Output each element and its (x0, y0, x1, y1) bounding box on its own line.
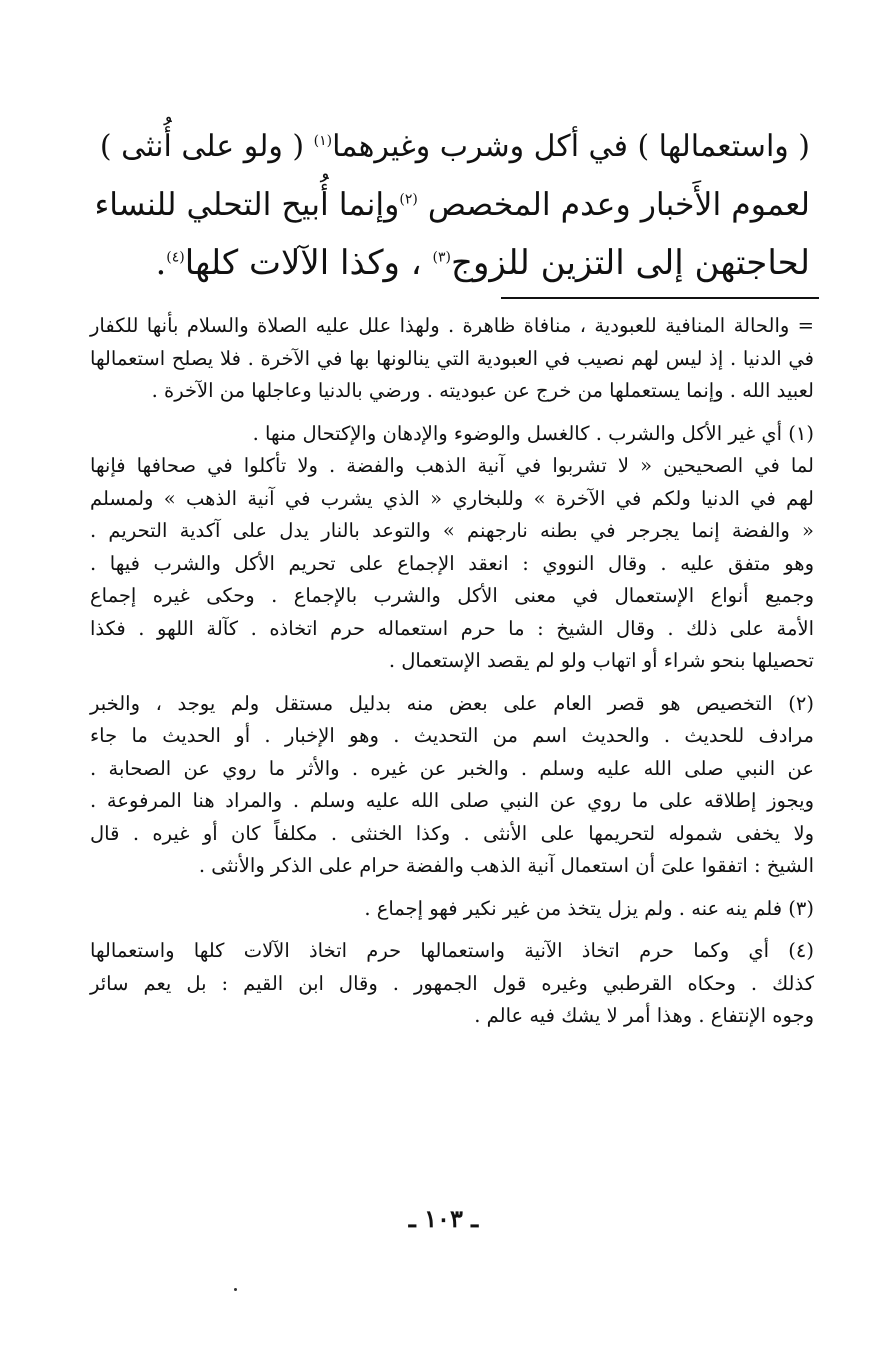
footnote-1 (90, 418, 814, 678)
footnote-line: ولا يخفى شموله لتحريمها على الأنثى . وكذا الخنثى . مكلفاً كان أو غيره . قال (90, 821, 814, 845)
footnote-line: (٤) أي وكما حرم اتخاذ الآنية واستعمالها حرم اتخاذ الآلات كلها واستعمالها (90, 939, 814, 962)
main-text-line-2 (90, 176, 810, 234)
footnote-2 (90, 688, 814, 883)
footnote-line: وهو متفق عليه . وقال النووي : انعقد الإجماع على تحريم الأكل والشرب فيها . (90, 551, 814, 575)
main-text-segment: ( واستعمالها ) في أكل وشرب وغيرهما (332, 129, 810, 164)
footnote-mark-3: (٣) (432, 249, 452, 266)
main-text-line-1 (90, 118, 810, 176)
main-text-segment: . (155, 243, 167, 283)
footnote-line: تحصيلها بنحو شراء أو اتهاب ولو لم يقصد الإستعمال . (388, 649, 814, 672)
footnote-line: كذلك . وحكاه القرطبي وغيره قول الجمهور . وقال ابن القيم : بل يعم سائر (90, 971, 814, 995)
footnote-mark-1: (١) (313, 133, 333, 149)
scan-speck (234, 1288, 237, 1291)
main-text-segment: ( ولو على أُنثى ) (99, 129, 305, 164)
footnote-line: مرادف للحديث . والحديث اسم من التحديث . وهو الإخبار . أو الحديث ما جاء (90, 724, 814, 747)
footnote-line: = والحالة المنافية للعبودية ، منافاة ظاهرة . ولهذا علل عليه الصلاة والسلام بأنها للكفار (90, 314, 814, 337)
footnote-separator (501, 297, 819, 299)
footnote-line: عن النبي صلى الله عليه وسلم . والخبر عن غيره . والأثر ما روي عن الصحابة . (90, 756, 814, 780)
main-text-segment: ، وكذا الآلات كلها (184, 243, 422, 283)
footnote-continuation (90, 310, 814, 408)
footnote-line: الأمة على ذلك . وقال الشيخ : ما حرم استعماله حرم اتخاذه . كآلة اللهو . فكذا (90, 616, 814, 640)
footnote-line: الشيخ : اتفقوا علىَ أن استعمال آنية الذهب والفضة حرام على الذكر والأنثى . (198, 854, 814, 877)
footnote-mark-4: (٤) (166, 249, 185, 266)
main-text-segment: لحاجتهن إلى التزين للزوج (451, 243, 810, 283)
main-text-segment: لعموم الأَخبار وعدم المخصص (427, 187, 810, 223)
main-text-segment: وإنما أُبيح التحلي للنساء (94, 187, 400, 223)
footnote-line: وجميع أنواع الإستعمال في معنى الأكل والشرب بالإجماع . وحكى غيره إجماع (90, 584, 814, 607)
page-number: ـ ١٠٣ ـ (408, 1204, 479, 1233)
footnote-line: لما في الصحيحين « لا تشربوا في آنية الذهب والفضة . ولا تأكلوا في صحافها فإنها (90, 454, 814, 477)
footnote-line: (٢) التخصيص هو قصر العام على بعض منه بدليل مستقل ولم يوجد ، والخبر (90, 691, 814, 715)
footnote-line: (١) أي غير الأكل والشرب . كالغسل والوضوء والإدهان والإكتحال منها . (252, 421, 814, 445)
footnote-3 (90, 893, 814, 926)
footnote-line: ويجوز إطلاقه على ما روي عن النبي صلى الله عليه وسلم . والمراد هنا المرفوعة . (90, 789, 814, 812)
footnote-line: في الدنيا . إذ ليس لهم نصيب في العبودية التي ينالونها بها في الآخرة . فلا يصلح استعمالها (90, 346, 814, 370)
footnote-line: « والفضة إنما يجرجر في بطنه نارجهنم » والتوعد بالنار يدل على آكدية التحريم . (90, 519, 814, 542)
main-text (90, 118, 810, 292)
footnote-line: لهم في الدنيا ولكم في الآخرة » وللبخاري « الذي يشرب في آنية الذهب » ولمسلم (90, 486, 814, 510)
footnote-4 (90, 935, 814, 1033)
footnote-mark-2: (٢) (399, 191, 418, 208)
footnote-line: (٣) فلم ينه عنه . ولم يزل يتخذ من غير نكير فهو إجماع . (364, 896, 814, 920)
footnote-line: لعبيد الله . وإنما يستعملها من خرج عن عبوديته . ورضي بالدنيا وعاجلها من الآخرة . (151, 379, 814, 402)
footnotes (90, 310, 814, 1043)
main-text-line-3 (90, 234, 810, 292)
footnote-line: وجوه الإنتفاع . وهذا أمر لا يشك فيه عالم . (474, 1004, 814, 1027)
